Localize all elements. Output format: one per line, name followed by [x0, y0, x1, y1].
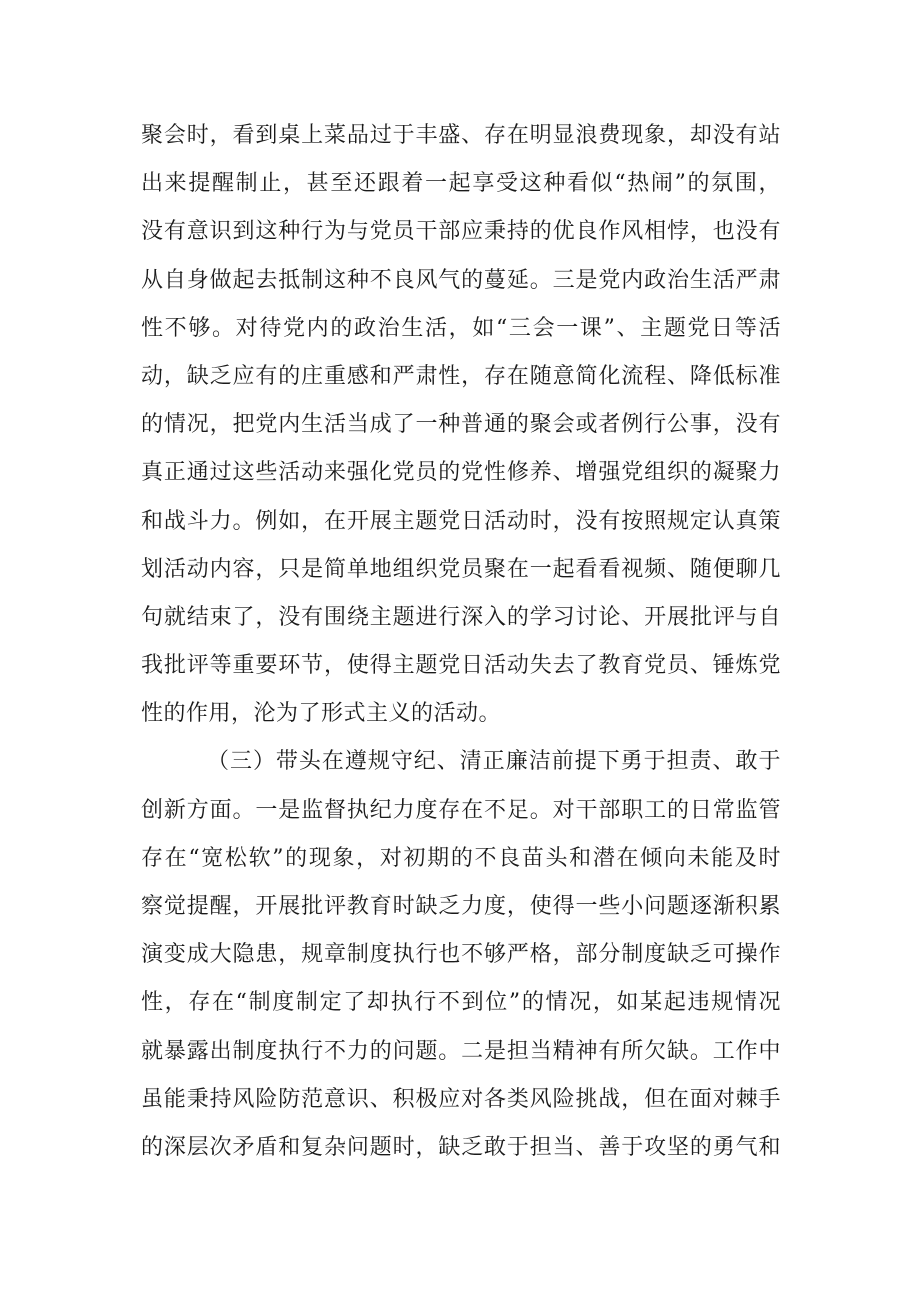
text-line: 创新方面。一是监督执纪力度存在不足。对干部职工的日常监管 — [141, 797, 781, 823]
text-line: 虽能秉持风险防范意识、积极应对各类风险挑战，但在面对棘手 — [141, 1086, 781, 1112]
text-line: 和战斗力。例如，在开展主题党日活动时，没有按照规定认真策 — [141, 508, 781, 534]
text-line: 动，缺乏应有的庄重感和严肃性，存在随意简化流程、降低标准 — [141, 363, 781, 389]
text-line: 性不够。对待党内的政治生活，如“三会一课”、主题党日等活 — [141, 315, 781, 341]
text-line: 我批评等重要环节，使得主题党日活动失去了教育党员、锤炼党 — [141, 653, 781, 679]
text-line: 没有意识到这种行为与党员干部应秉持的优良作风相悖，也没有 — [141, 219, 781, 245]
text-line: 聚会时，看到桌上菜品过于丰盛、存在明显浪费现象，却没有站 — [141, 123, 781, 148]
text-line: 从自身做起去抵制这种不良风气的蔓延。三是党内政治生活严肃 — [141, 267, 781, 293]
text-line: 的情况，把党内生活当成了一种普通的聚会或者例行公事，没有 — [141, 412, 781, 438]
text-line: 划活动内容，只是简单地组织党员聚在一起看看视频、随便聊几 — [141, 556, 781, 582]
section-heading-line: （三）带头在遵规守纪、清正廉洁前提下勇于担责、敢于 — [207, 749, 781, 775]
paragraph — [141, 112, 781, 738]
text-line: 性，存在“制度制定了却执行不到位”的情况，如某起违规情况 — [141, 990, 781, 1016]
text-line: 察觉提醒，开展批评教育时缺乏力度，使得一些小问题逐渐积累 — [141, 894, 781, 919]
text-line: 出来提醒制止，甚至还跟着一起享受这种看似“热闹”的氛围， — [141, 171, 781, 197]
document-body — [141, 112, 781, 1172]
text-line: 就暴露出制度执行不力的问题。二是担当精神有所欠缺。工作中 — [141, 1038, 781, 1064]
text-line: 存在“宽松软”的现象，对初期的不良苗头和潜在倾向未能及时 — [141, 845, 781, 871]
text-line: 的深层次矛盾和复杂问题时，缺乏敢于担当、善于攻坚的勇气和 — [141, 1134, 781, 1160]
text-line: 句就结束了，没有围绕主题进行深入的学习讨论、开展批评与自 — [141, 604, 781, 630]
text-line: 性的作用，沦为了形式主义的活动。 — [141, 701, 502, 727]
text-line: 演变成大隐患，规章制度执行也不够严格，部分制度缺乏可操作 — [141, 942, 781, 968]
paragraph — [141, 738, 781, 1172]
text-line: 真正通过这些活动来强化党员的党性修养、增强党组织的凝聚力 — [141, 460, 781, 486]
